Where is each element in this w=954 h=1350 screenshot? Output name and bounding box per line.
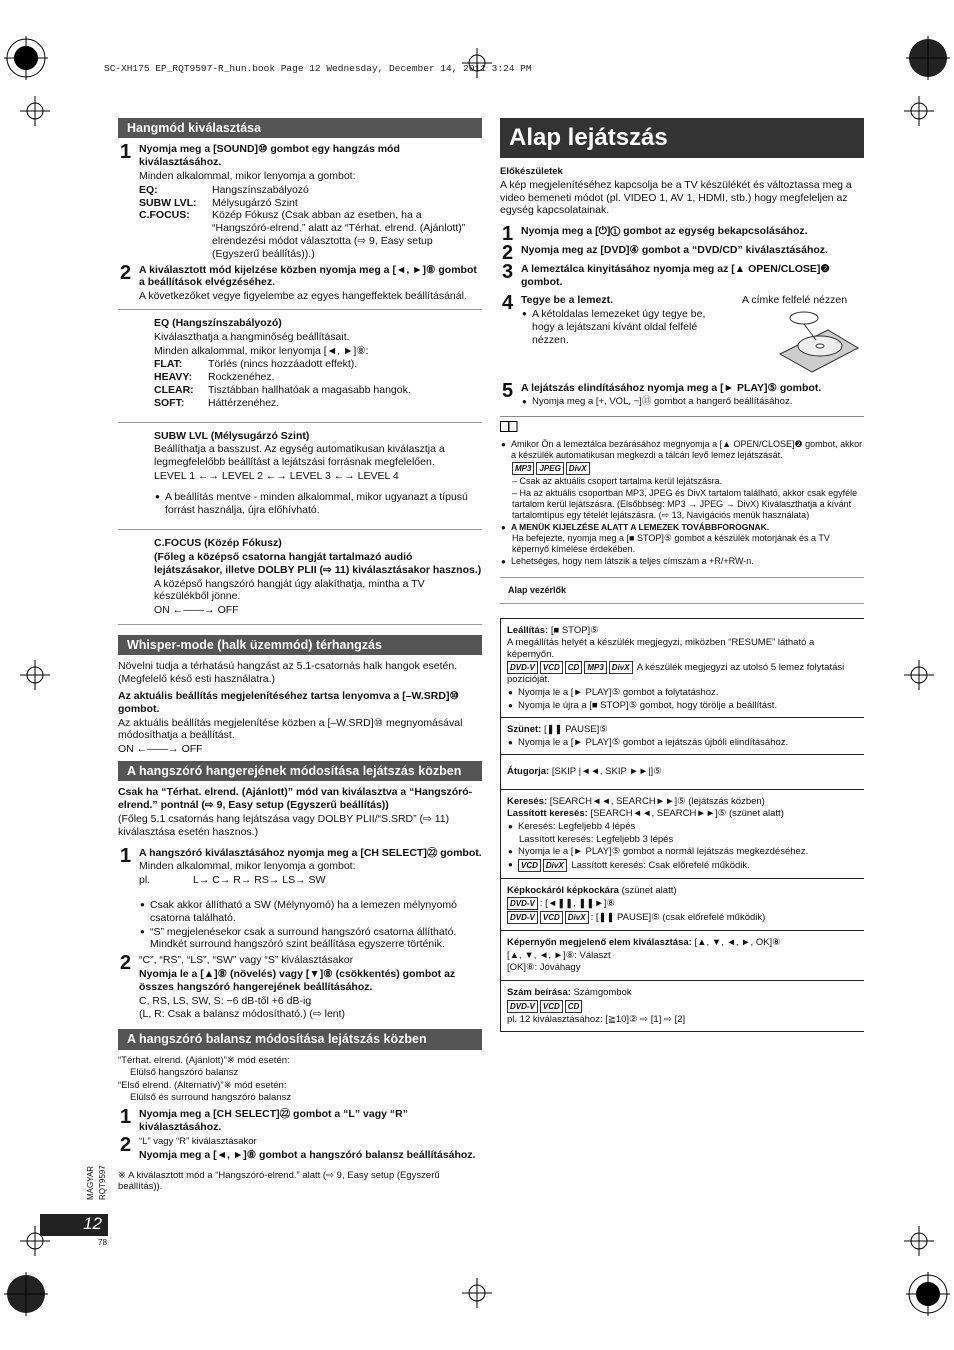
format-tag: DivX	[566, 462, 590, 475]
step-instruction: Nyomja meg a [⏻]① gombot az egység bekapcsolásához.	[521, 225, 808, 238]
eq-text: Kiválaszthatja a hangminőség beállításait.	[154, 330, 350, 343]
bullet: ● A kétoldalas lemezeket úgy tegye be, hogy a lejátszani kívánt oldal felfelé nézzen.	[521, 308, 722, 346]
page-number: 12	[40, 1214, 108, 1236]
example-sequence: L→ C→ R→ RS→ LS→ SW	[193, 874, 326, 887]
step-instruction: A kiválasztott mód kijelzése közben nyomja meg a [◄, ►]⑧ gombot a beállítások elvégzéséhez.	[139, 263, 477, 289]
step-instruction: Tegye be a lemezt.	[521, 294, 614, 307]
right-column	[500, 118, 864, 1032]
control-value: [SEARCH◄◄, SEARCH►►]⑤ (szünet alatt)	[590, 808, 784, 820]
bullet: ● Nyomja le újra a [■ STOP]⑤ gombot, hogy törölje a beállítást.	[507, 700, 858, 712]
control-text: [▲, ▼, ◄, ►]⑧: Választ	[507, 949, 611, 961]
control-value: (szünet alatt)	[621, 884, 677, 896]
format-tag: VCD	[518, 859, 541, 872]
format-tag: DivX	[565, 911, 589, 924]
format-tag: VCD	[540, 911, 563, 924]
crosshair-left-top	[20, 96, 50, 126]
subw-levels: LEVEL 1 ←→ LEVEL 2 ←→ LEVEL 3 ←→ LEVEL 4	[154, 469, 399, 482]
controls-list	[500, 618, 864, 1033]
section-title-balance: A hangszóró balansz módosítása lejátszás közben	[118, 1029, 482, 1049]
control-text: pl. 12 kiválasztásához: [≧10]② ⇨ [1] ⇨ [2]	[507, 1013, 686, 1025]
step-instruction: A hangszóró kiválasztásához nyomja meg a [CH SELECT]㉒ gombot.	[139, 846, 482, 859]
format-tag: VCD	[540, 1000, 563, 1013]
mode-row	[139, 197, 482, 210]
cfocus-note: (Főleg a középső csatorna hangját tartalmazó audió lejátszásakor, illetve DOLBY PLII (⇨ 11) kiválasztásakor hasznos.)	[154, 551, 482, 576]
step-precondition: “L” vagy “R” kiválasztásakor	[139, 1136, 257, 1148]
section-title-whisper: Whisper-mode (halk üzemmód) térhangzás	[118, 635, 482, 655]
mode-row	[139, 209, 482, 260]
page-title: Alap lejátszás	[500, 118, 864, 158]
cfocus-text: A középső hangszóró hangját úgy alakíthatja, mintha a TV készülékből jönne.	[154, 577, 425, 603]
prep-text: A kép megjelenítéséhez kapcsolja be a TV készülékét és változtassa meg a video bemeneti módot (pl. VIDEO 1, AV 1, HDMI, stb.) hogy megfeleljen az egység kapcsolatainak.	[500, 178, 852, 217]
mode-value: Hangszínszabályozó	[212, 183, 309, 196]
balance-mode: “Első elrend. (Alternatív)”※ mód esetén:	[118, 1079, 287, 1091]
format-tag: DVD-V	[507, 911, 538, 924]
control-key: Keresés:	[507, 795, 548, 807]
control-key: Szünet:	[507, 724, 542, 736]
control-key: Képernyőn megjelenő elem kiválasztása:	[507, 937, 692, 949]
mode-row	[139, 184, 482, 197]
crosshair-bottom-center	[462, 1278, 492, 1308]
control-key: Képkockáról képkockára	[507, 884, 619, 896]
control-value: [❚❚ PAUSE]⑤	[543, 724, 608, 736]
speaker-volume-condition: Csak ha “Térhat. elrend. (Ajánlott)” mód van kiválasztva a “Hangszóró-elrend.” pontnál (⇨ 9, Easy setup (Egyszerű beállítás))	[118, 786, 473, 812]
step-4	[500, 294, 864, 376]
eq-text: Minden alkalommal, mikor lenyomja [◄, ►]⑧:	[154, 344, 369, 357]
control-text: [OK]⑧: Jóváhagy	[507, 962, 581, 974]
format-tag: DVD-V	[507, 1000, 538, 1013]
control-value: [SKIP |◄◄, SKIP ►►|]⑤	[551, 766, 662, 778]
bullet: ● Nyomja meg a [+, VOL, −]⑬ gombot a hangerő beállításához.	[521, 396, 864, 408]
section-title-sound-mode: Hangmód kiválasztása	[118, 118, 482, 138]
control-value: [■ STOP]⑤	[550, 624, 599, 636]
controls-title: Alap vezérlők	[508, 584, 567, 595]
control-value: Számgombok	[573, 987, 632, 999]
note-bullet: ● A MENÜK KIJELZÉSE ALATT A LEMEZEK TOVÁBBFOROGNAK.	[500, 522, 864, 532]
mode-value: Mélysugárzó Szint	[212, 196, 298, 209]
note-bullet: ● Amikor Ön a lemeztálca bezárásához megnyomja a [▲ OPEN/CLOSE]❷ gombot, akkor a készülék automatikusan megkezdi a tálcán levő lemez lejátszását.	[500, 439, 864, 461]
format-tag: MP3	[512, 462, 534, 475]
bullet: ● “S” megjelenésekor csak a surround hangszóró csatorna állítható. Mindkét surround hangszóró szint beállítása egyszerre történik.	[139, 926, 482, 952]
control-key: Szám beírása:	[507, 987, 571, 999]
step-1: 1 Nyomja meg a [CH SELECT]㉒ gombot a “L” vagy “R” kiválasztásához.	[118, 1108, 482, 1134]
format-tag: DVD-V	[507, 661, 538, 674]
control-stop	[500, 618, 864, 718]
control-select	[500, 931, 864, 981]
notes-section	[500, 416, 864, 567]
note-text: Ha befejezte, nyomja meg a [■ STOP]⑤ gombot a készülék motorjának és a TV képernyő kímélése érdekében.	[512, 532, 830, 554]
cfocus-title: C.FOCUS (Közép Fókusz)	[154, 537, 282, 550]
bullet: ● Nyomja le a [► PLAY]⑤ gombot a lejátszás újbóli elindításához.	[507, 737, 858, 749]
print-header: SC-XH175 EP_RQT9597-R_hun.book Page 12 Wednesday, December 14, 2011 3:24 PM	[104, 63, 532, 74]
whisper-text: Növelni tudja a térhatású hangzást az 5.1-csatornás halk hangok esetén. (Megfelelő késő esti használatra.)	[118, 660, 458, 686]
step-2: 2 “C”, “RS”, “LS”, “SW” vagy “S” kiválasztásakor Nyomja le a [▲]⑧ (növelés) vagy [▼]⑧ (csökkentés) gombot az összes hangszóró hangerejének beállításához. C, RS, LS, SW, S: −6 dB-től +6 dB-ig (L, R: Csak a balansz módosítható.) (⇨ lent)	[118, 954, 482, 1021]
mode-key: SUBW LVL:	[139, 196, 197, 209]
control-value: [▲, ▼, ◄, ►, OK]⑧	[694, 937, 781, 949]
eq-box	[118, 309, 482, 416]
crosshair-right-top	[904, 96, 934, 126]
mode-key: EQ:	[139, 183, 158, 196]
step-instruction: Nyomja le a [▲]⑧ (növelés) vagy [▼]⑧ (csökkentés) gombot az összes hangszóró hangerejének beállításához.	[139, 967, 456, 993]
subw-title: SUBW LVL (Mélysugárzó Szint)	[154, 429, 310, 442]
registration-mark-bottom-right	[906, 1272, 950, 1316]
whisper-text2: Az aktuális beállítás megjelenítése közben a [–W.SRD]⑩ megnyomásával módosíthatja a beállítást.	[118, 716, 463, 742]
whisper-onoff: ON ←——→ OFF	[118, 743, 203, 756]
control-text: Lassított keresés: Legfeljebb 3 lépés	[519, 833, 674, 845]
step-1	[500, 223, 864, 246]
subw-text: Beállíthatja a basszust. Az egység automatikusan kiválasztja a legmegfelelőbb beállítást a lejátszási forrásnak megfelelően.	[154, 443, 445, 469]
left-column	[118, 118, 482, 1194]
step-text: Minden alkalommal, mikor lenyomja a gombot:	[139, 169, 356, 182]
eq-key: FLAT:	[154, 358, 183, 371]
eq-row	[154, 371, 482, 384]
bullet: ● Csak akkor állítható a SW (Mélynyomó) ha a lemezen mélynyomó csatorna található.	[139, 899, 482, 925]
step-instruction: Nyomja meg a [SOUND]⑩ gombot egy hangzás mód kiválasztásához.	[139, 143, 400, 169]
speaker-volume-text: (Főleg 5.1 csatornás hang lejátszása vagy DOLBY PLII/“S.SRD” (⇨ 11) kiválasztása esetén hasznos.)	[118, 813, 450, 838]
control-search	[500, 790, 864, 879]
format-tag: MP3	[584, 661, 606, 674]
step-instruction: Nyomja meg a [CH SELECT]㉒ gombot a “L” vagy “R” kiválasztásához.	[139, 1107, 408, 1133]
balance-desc: Elülső hangszóró balansz	[130, 1067, 239, 1079]
eq-value: Törlés (nincs hozzáadott effekt).	[208, 358, 358, 371]
controls-title-bar	[500, 577, 864, 604]
crosshair-right-mid	[904, 660, 934, 690]
crosshair-left-mid	[20, 660, 50, 690]
note-tags	[500, 462, 864, 475]
control-text: : [◄❚❚, ❚❚►]⑧	[539, 898, 615, 910]
note-dash: – Csak az aktuális csoport tartalma kerül lejátszásra.	[512, 475, 723, 486]
step-instruction: Nyomja meg a [◄, ►]⑧ gombot a hangszóró balansz beállításához.	[139, 1149, 476, 1162]
sub-page-number: 78	[98, 1238, 107, 1247]
example-label: pl.	[139, 874, 151, 887]
step-number: 4	[502, 292, 514, 315]
control-pause	[500, 718, 864, 755]
cfocus-box	[118, 529, 482, 625]
step-text: (L, R: Csak a balansz módosítható.) (⇨ lent)	[139, 1008, 346, 1021]
bullet: ● Keresés: Legfeljebb 4 lépés	[507, 821, 858, 833]
step-instruction: Nyomja meg az [DVD]④ gombot a “DVD/CD” kiválasztásához.	[521, 244, 828, 257]
eq-key: HEAVY:	[154, 371, 193, 384]
eq-value: Rockzenéhez.	[208, 371, 275, 384]
footnote: ※ A kiválasztott mód a “Hangszóró-elrend.” alatt (⇨ 9, Easy setup (Egyszerű beállítás)).	[118, 1169, 440, 1193]
eq-row	[154, 397, 482, 410]
step-3	[500, 260, 864, 289]
prep-title: Előkészületek	[500, 166, 563, 178]
bullet: ● Nyomja le a [► PLAY]⑤ gombot a folytatáshoz.	[507, 687, 858, 699]
step-number: 5	[502, 380, 514, 403]
step-text: Minden alkalommal, mikor lenyomja a gombot:	[139, 860, 356, 873]
registration-mark-bottom-left	[4, 1272, 48, 1316]
mode-key: C.FOCUS:	[139, 209, 190, 222]
mode-value: Közép Fókusz (Csak abban az esetben, ha a “Hangszóró-elrend.” alatt az “Térhat. elrend. (Ajánlott)” elrendezési módot választotta (⇨ 9, Easy setup (Egyszerű beállítás)).)	[212, 209, 466, 260]
crosshair-right-bottom	[904, 1226, 934, 1256]
format-tag: CD	[565, 661, 583, 674]
note-dash: – Ha az aktuális csoportban MP3, JPEG és DivX tartalom található, akkor csak egyféle tartalom kerül lejátszásra. (Elsőbbség: MP3 → JPEG → DivX) Kiválaszthatja a kívánt tartalomtípus egy tételét lejátszásra. (⇨ 13, Navigációs menük használata)	[512, 487, 858, 520]
format-tag: JPEG	[536, 462, 563, 475]
step-instruction: A lemeztálca kinyitásához nyomja meg az [▲ OPEN/CLOSE]❷ gombot.	[521, 262, 830, 288]
balance-desc: Elülső és surround hangszóró balansz	[130, 1092, 292, 1104]
format-tag: CD	[565, 1000, 583, 1013]
eq-title: EQ (Hangszínszabályozó)	[154, 316, 282, 329]
side-code: RQT9597	[98, 1165, 107, 1200]
eq-row	[154, 384, 482, 397]
step-text: A következőket vegye figyelembe az egyes hangeffektek beállításánál.	[139, 290, 467, 303]
control-text: A megállítás helyét a készülék megjegyzi, miközben “RESUME” látható a képernyőn.	[507, 637, 815, 660]
step-2	[500, 242, 864, 265]
side-language: MAGYAR	[86, 1165, 95, 1200]
step-instruction: A lejátszás elindításához nyomja meg a [► PLAY]⑤ gombot.	[521, 382, 822, 395]
control-text: A készülék megjegyzi az utolsó 5 lemez folytatási pozícióját.	[507, 662, 845, 686]
section-title-speaker-volume: A hangszóró hangerejének módosítása lejátszás közben	[118, 761, 482, 781]
control-frame	[500, 879, 864, 932]
registration-mark-top-left	[4, 36, 48, 80]
example-row	[139, 874, 482, 887]
control-text: Lassított keresés: Csak előrefelé működik.	[571, 859, 750, 871]
cfocus-onoff: ON ←——→ OFF	[154, 604, 239, 617]
book-icon	[500, 421, 518, 432]
format-tag: DivX	[609, 661, 633, 674]
eq-value: Háttérzenéhez.	[208, 396, 280, 409]
subw-box	[118, 422, 482, 524]
step-2: 2 “L” vagy “R” kiválasztásakor Nyomja meg a [◄, ►]⑧ gombot a hangszóró balansz beállításához.	[118, 1136, 482, 1161]
balance-mode: “Térhat. elrend. (Ajánlott)”※ mód esetén:	[118, 1054, 290, 1066]
step-5	[500, 382, 864, 407]
disc-tray-icon	[778, 308, 860, 374]
control-text: : [❚❚ PAUSE]⑤ (csak előrefelé működik)	[590, 912, 766, 924]
format-tag: DivX	[543, 859, 567, 872]
eq-key: CLEAR:	[154, 383, 194, 396]
subw-bullet: ● A beállítás mentve - minden alkalommal, mikor ugyanazt a típusú forrást használja, újra előhívható.	[154, 491, 482, 517]
registration-mark-top-right	[906, 36, 950, 80]
note-bullet: ● Lehetséges, hogy nem látszik a teljes címszám a +R/+RW-n.	[500, 556, 864, 567]
control-key: Leállítás:	[507, 624, 549, 636]
step-1: 1 Nyomja meg a [SOUND]⑩ gombot egy hangzás mód kiválasztásához. Minden alkalommal, mikor lenyomja a gombot: EQ: Hangszínszabályozó SUBW LVL: Mélysugárzó Szint C.FOCUS: Közép Fókusz (Csak abban az esetben, ha a “Hangszóró-elrend.” alatt az “Térhat. elrend. (Ajánlott)” elrendezési módot választotta (⇨ 9, Easy setup (Egyszerű beállítás)).)	[118, 143, 482, 260]
bullet: ● Nyomja le a [► PLAY]⑤ gombot a normál lejátszás megkezdéséhez.	[507, 846, 858, 858]
format-tag: VCD	[540, 661, 563, 674]
step-text: C, RS, LS, SW, S: −6 dB-től +6 dB-ig	[139, 994, 312, 1007]
eq-value: Tisztábban hallhatóak a magasabb hangok.	[208, 383, 411, 396]
eq-row	[154, 358, 482, 371]
step-number: 3	[502, 260, 514, 283]
eq-key: SOFT:	[154, 396, 185, 409]
step-number: 1	[502, 223, 514, 246]
control-key: Lassított keresés:	[507, 808, 588, 820]
step-2: 2 A kiválasztott mód kijelzése közben nyomja meg a [◄, ►]⑧ gombot a beállítások elvégzéséhez. A következőket vegye figyelembe az egyes hangeffektek beállításánál.	[118, 264, 482, 303]
control-number	[500, 981, 864, 1032]
step-1: 1 A hangszóró kiválasztásához nyomja meg a [CH SELECT]㉒ gombot. Minden alkalommal, mikor lenyomja a gombot: pl. L→ C→ R→ RS→ LS→ SW ● Csak akkor állítható a SW (Mélynyomó) ha a lemezen mélynyomó csatorna található. ● “S” megjelenésekor csak a surround hangszóró csatorna állítható. Mindkét surround hangszóró szint beállítása egyszerre történik.	[118, 847, 482, 952]
format-tag: DVD-V	[507, 897, 538, 910]
whisper-instruction: Az aktuális beállítás megjelenítéséhez tartsa lenyomva a [–W.SRD]⑩ gombot.	[118, 690, 459, 715]
control-key: Átugorja:	[507, 766, 550, 778]
step-precondition: “C”, “RS”, “LS”, “SW” vagy “S” kiválasztásakor	[139, 954, 354, 967]
disc-caption: A címke felfelé nézzen	[742, 294, 848, 307]
step-number: 2	[502, 242, 514, 265]
control-skip	[500, 755, 864, 790]
control-value: [SEARCH◄◄, SEARCH►►]⑤ (lejátszás közben)	[549, 795, 765, 807]
